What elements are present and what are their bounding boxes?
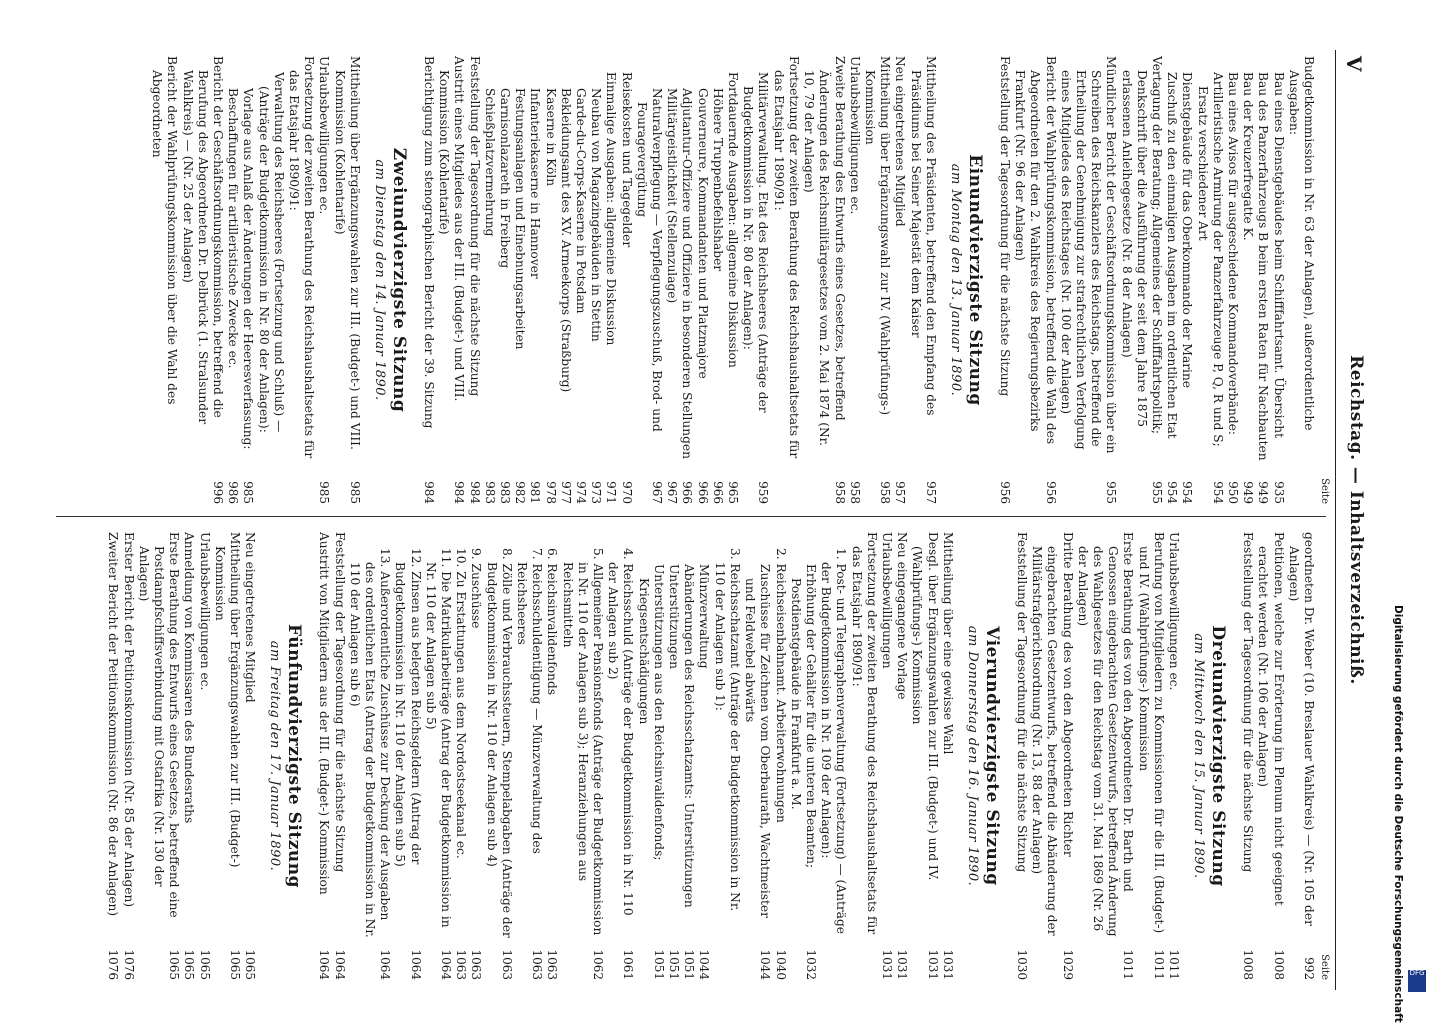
toc-entry-text: Bericht der Wahlprüfungskommission über die Wahl des Abgeordneten xyxy=(150,56,180,405)
toc-page-number: 983 xyxy=(482,481,497,504)
toc-entry-text: Fortdauernde Ausgaben: allgemeine Diskussion xyxy=(726,72,741,368)
toc-page-number: 1008 xyxy=(1241,949,1256,980)
toc-page-number: 949 xyxy=(1241,481,1256,504)
toc-page-number: 981 xyxy=(528,481,543,504)
toc-entry xyxy=(634,56,664,504)
toc-entry-text: Neu eingetretenes Mitglied xyxy=(893,56,908,227)
toc-entry xyxy=(1014,532,1029,980)
toc-page-number: 955 xyxy=(1104,481,1119,504)
toc-entry-text: Bau des Panzerfahrzeugs B beim ersten Raten für Nachbauten xyxy=(1256,72,1271,461)
toc-entry-text: Feststellung der Tagesordnung für die nächste Sitzung xyxy=(997,56,1012,397)
toc-entry-text: Neu eingegangene Vorlage xyxy=(895,532,910,700)
toc-entry-text: Urlaubsbewilligungen ec. xyxy=(847,56,862,215)
toc-entry xyxy=(788,532,818,980)
toc-entry xyxy=(120,532,135,980)
toc-entry-text: Neu eingetretenes Mitglied xyxy=(243,532,258,703)
page-title: Reichstag. — Inhaltsverzeichniß. xyxy=(1346,355,1366,685)
toc-entry xyxy=(240,56,255,504)
toc-entry xyxy=(181,532,196,980)
toc-page-number: 985 xyxy=(241,481,256,504)
toc-page-number: 970 xyxy=(619,481,634,504)
toc-page-number: 959 xyxy=(756,481,771,504)
toc-entry-text: Erste Berathung des Entwurfs eines Gesetzes, betreffend eine Postdampfschiffsverbindung mit Ostafrika (Nr. 130 der Anlagen) xyxy=(136,532,182,918)
toc-entry-text: Zweite Berathung des Entwurfs eines Gesetzes, betreffend Änderungen des Reichsmilitärgesetzes vom 2. Mai 1874 (Nr. 10, 79 der Anlagen) xyxy=(802,56,847,447)
toc-entry-text: Fortsetzung der zweiten Berathung des Reichshaushaltsetats für das Etatsjahr 1890/91: xyxy=(849,532,879,935)
toc-entry xyxy=(635,532,665,980)
toc-entry-text: Dienstgebäude für das Oberkommando der Marine xyxy=(1180,72,1195,389)
toc-page-number: 1076 xyxy=(121,949,136,980)
toc-entry xyxy=(818,532,848,980)
session-heading: Einundvierzigste Sitzung xyxy=(964,154,985,406)
toc-entry xyxy=(1179,56,1194,504)
toc-entry xyxy=(603,56,618,504)
toc-entry-text: Erste Berathung des von den Abgeordneten Dr. Barth und Genossen eingebrachten Gesetzentwurfs, betreffend Änderung des Wahlgesetzes für den Reichstag vom 31. Mai 1869 (Nr. 26 der Anlagen) xyxy=(1075,532,1136,937)
toc-page-number: 957 xyxy=(893,481,908,504)
toc-entry-text: Petitionen, welche zur Erörterung im Plenum nicht geeignet erachtet werden (Nr. 106 der Anlagen) xyxy=(1256,532,1286,906)
toc-entry-text: Einmalige Ausgaben: allgemeine Diskussion xyxy=(604,72,619,346)
toc-entry-text: 10. Zu Erstattungen aus dem Nordostseekanal ec. xyxy=(454,548,469,859)
session-date: am Donnerstag den 16. Januar 1890. xyxy=(964,625,980,887)
toc-entry xyxy=(847,56,862,504)
toc-entry xyxy=(242,532,257,980)
toc-entry xyxy=(862,56,892,504)
toc-entry-text: Bericht der Geschäftsordnungskommission, betreffend die Berufung des Abgeordneten Dr. Delbrück (1. Stralsunder Wahlkreis) — (Nr. 25 der Anlagen) xyxy=(180,56,225,425)
toc-entry xyxy=(618,56,633,504)
session-date: am Mittwoch den 15. Januar 1890. xyxy=(1190,633,1206,879)
toc-page-number: 1064 xyxy=(332,949,347,980)
toc-page-number: 1044 xyxy=(758,949,773,980)
toc-page-number: 977 xyxy=(558,481,573,504)
toc-entry-text: Mittheilung über Ergänzungswahlen zur III. (Budget-) Kommission xyxy=(212,532,243,868)
toc-entry-text: Bekleidungsamt des XV. Armeekorps (Straßburg) xyxy=(558,88,573,393)
toc-page-number: 1062 xyxy=(591,949,606,980)
toc-page-number: 978 xyxy=(543,481,558,504)
toc-entry xyxy=(892,56,907,504)
toc-page-number: 985 xyxy=(347,481,362,504)
toc-entry-text: Festungsanlagen und Einebnungsarbeiten xyxy=(513,88,528,350)
toc-entry-text: Erhöhung der Gehälter für die unteren Beamten; Postdienstgebäude in Frankfurt a. M. xyxy=(788,564,818,869)
toc-entry-text: Vertagung der Beratung; Allgemeines der Schifffahrtspolitik; Denkschrift über die Ausführung der seit dem Jahre 1875 erlassenen Anleihegesetze (Nr. 8 der Anlagen) xyxy=(1119,56,1164,435)
toc-entry-text: Erster Bericht der Petitionskommission (Nr. 85 der Anlagen) xyxy=(121,532,136,908)
toc-page-number: 1029 xyxy=(1060,949,1075,980)
toc-entry xyxy=(679,56,694,504)
toc-entry xyxy=(696,532,711,980)
toc-entry-text: Mittheilung über Ergänzungswahl zur IV. (Wahlprüfungs-) Kommission xyxy=(862,56,893,416)
toc-page-number: 973 xyxy=(589,481,604,504)
toc-entry xyxy=(421,56,436,504)
toc-page-number: 985 xyxy=(317,481,332,504)
toc-page-number: 955 xyxy=(1149,481,1164,504)
toc-entry-text: Garde-du-Corps-Kaserne in Potsdam xyxy=(574,88,589,314)
toc-page-number: 1064 xyxy=(408,949,423,980)
toc-entry-text: Unterstützungen aus den Reichsinvalidenfonds; Kriegsentschädigungen xyxy=(636,564,666,861)
toc-page-number: 949 xyxy=(1256,481,1271,504)
toc-page-number: 984 xyxy=(422,481,437,504)
toc-entry xyxy=(771,56,801,504)
toc-entry xyxy=(1270,56,1285,504)
toc-entry-text: 9. Zuschüsse xyxy=(469,548,484,629)
toc-entry-text: Anmeldung von Kommissaren des Bundesraths xyxy=(182,532,197,824)
toc-entry xyxy=(1118,56,1164,504)
toc-entry xyxy=(331,56,361,504)
toc-entry xyxy=(1029,532,1075,980)
toc-entry-text: Höhere Truppenbefehlshaber xyxy=(710,88,725,272)
page-header xyxy=(1335,50,1370,990)
toc-entry xyxy=(316,532,331,980)
session-heading: Vierundvierzigste Sitzung xyxy=(981,626,1002,886)
toc-page-number: 1011 xyxy=(1121,949,1136,980)
toc-page-number: 957 xyxy=(923,481,938,504)
toc-page-number: 986 xyxy=(226,481,241,504)
session-heading: Zweiundvierzigste Sitzung xyxy=(388,147,409,413)
toc-entry xyxy=(681,532,696,980)
toc-entry-text: Dritte Berathung des von den Abgeordneten Richter eingebrachten Gesetzentwurfs, betreffend die Abänderung der Militärstrafgerichtsordnung (Nr. 13, 88 der Anlagen) xyxy=(1030,532,1075,936)
toc-entry xyxy=(605,532,635,980)
toc-entry-text: Feststellung der Tagesordnung für die nächste Sitzung xyxy=(1014,532,1029,873)
toc-entry xyxy=(909,532,939,980)
toc-page-number: 1061 xyxy=(621,949,636,980)
toc-entry-text: 12. Zinsen aus belegten Reichsgeldern (Antrag der Budgetkommission in Nr. 110 der Anlagen sub 5) xyxy=(393,548,423,867)
toc-entry xyxy=(694,56,709,504)
toc-entry-text: Feststellung der Tagesordnung für die nächste Sitzung xyxy=(332,532,347,873)
toc-entry-text: Feststellung der Tagesordnung für die nächste Sitzung xyxy=(467,56,482,397)
toc-page-number: 1011 xyxy=(1151,949,1166,980)
toc-entry-text: geordneten Dr. Weber (10. Breslauer Wahlkreis) — (Nr. 105 der Anlagen) xyxy=(1286,532,1316,926)
toc-page-number: 956 xyxy=(997,481,1012,504)
toc-entry xyxy=(907,56,937,504)
toc-page-number: 958 xyxy=(832,481,847,504)
toc-entry xyxy=(742,532,772,980)
toc-page-number: 1063 xyxy=(469,949,484,980)
toc-page-number: 954 xyxy=(1180,481,1195,504)
toc-entry-text: Mittheilung des Präsidenten, betreffend den Empfang des Präsidiums bei Seiner Majestät dem Kaiser xyxy=(908,56,938,416)
toc-entry xyxy=(1286,56,1316,504)
toc-page-number: 950 xyxy=(1225,481,1240,504)
toc-entry xyxy=(1255,532,1285,980)
toc-entry-text: Artilleristische Armirung der Panzerfahrzeuge P, Q, R und S; Ersatz verschiedener Art xyxy=(1195,72,1225,447)
toc-entry xyxy=(436,56,466,504)
toc-page-number: 1063 xyxy=(454,949,469,980)
toc-entry xyxy=(347,532,393,980)
toc-entry-text: 7. Reichsschuldentilgung — Münzverwaltung des Reichsheeres xyxy=(515,548,545,854)
toc-entry xyxy=(255,56,285,504)
toc-entry xyxy=(848,532,878,980)
toc-page-number: 1032 xyxy=(803,949,818,980)
toc-entry-text: Beschaffungen für artilleristische Zwecke ec. xyxy=(226,88,241,369)
toc-page-number: 1051 xyxy=(651,949,666,980)
toc-entry-text: Bau der Kreuzerfregatte K. xyxy=(1241,72,1256,241)
toc-entry xyxy=(725,56,740,504)
session-date: am Montag den 13. Januar 1890. xyxy=(947,163,963,397)
toc-page-number: 983 xyxy=(498,481,513,504)
toc-entry-text: Infanteriekaserne in Hannover xyxy=(528,88,543,279)
toc-entry-text: Bau eines Dienstgebäudes beim Schifffahrtsamt. Übersicht xyxy=(1271,72,1286,439)
toc-entry-text: Austritt eines Mitgliedes aus der III. (Budget-) und VIII. Kommission (Kohlentarife) xyxy=(437,56,467,402)
toc-page-number: 966 xyxy=(680,481,695,504)
toc-entry xyxy=(710,56,725,504)
toc-entry xyxy=(559,532,605,980)
left-column xyxy=(40,532,1330,980)
toc-entry xyxy=(558,56,573,504)
toc-entry xyxy=(666,532,681,980)
toc-entry xyxy=(573,56,588,504)
toc-entry xyxy=(179,56,225,504)
toc-entry xyxy=(1194,56,1224,504)
seite-label: Seite xyxy=(1319,954,1330,980)
toc-entry-text: Adjutantur-Offiziere und Offiziere in besonderen Stellungen xyxy=(680,88,695,459)
toc-entry xyxy=(468,532,483,980)
toc-entry xyxy=(1240,56,1255,504)
right-column xyxy=(40,56,1330,504)
toc-entry xyxy=(286,56,316,504)
toc-entry xyxy=(105,532,120,980)
toc-entry xyxy=(527,56,542,504)
toc-entry xyxy=(149,56,179,504)
toc-entry xyxy=(392,532,422,980)
toc-entry-text: 2. Reichseisenbahnamt. Arbeiterwohnungen xyxy=(773,548,788,823)
toc-entry-text: Militärgeistlichkeit (Stellenzulage) xyxy=(665,88,680,304)
toc-page-number: 965 xyxy=(726,481,741,504)
toc-entry-text: 11. Die Matrikularbeiträge (Antrag der Budgetkommission in Nr. 110 der Anlagen sub 5) xyxy=(423,548,454,928)
toc-entry xyxy=(1075,532,1136,980)
toc-entry-text: 13. Außerordentliche Zuschüsse zur Deckung der Ausgaben des ordentlichen Etats (Antrag der Budgetkommission in Nr. 110 der Anlagen sub 6) xyxy=(347,548,393,938)
toc-entry xyxy=(1286,532,1316,980)
toc-entry xyxy=(1012,56,1058,504)
toc-entry xyxy=(1058,56,1119,504)
toc-entry xyxy=(514,532,544,980)
toc-entry-text: Zuschuß zu den einmaligen Ausgaben im ordentlichen Etat xyxy=(1165,72,1180,439)
toc-entry-text: Unterstützungen xyxy=(667,564,682,669)
toc-entry-text: Bericht der Wahlprüfungskommission, betreffend die Wahl des Abgeordneten für den 2. Wahlkreis des Regierungsbezirks Frankfurt (Nr. 96 der Anlagen) xyxy=(1013,56,1058,445)
toc-entry xyxy=(331,532,346,980)
toc-entry-text: Münzverwaltung xyxy=(697,564,712,669)
toc-entry-text: Berichtigung zum stenographischen Bericht der 39. Sitzung xyxy=(422,56,437,429)
toc-entry-text: Mittheilung über eine gewisse Wahl xyxy=(940,532,955,755)
rotated-scan-page xyxy=(10,50,1370,990)
toc-entry-text: Schießplatzvermehrung xyxy=(482,88,497,237)
toc-entry xyxy=(1135,532,1165,980)
toc-entry xyxy=(196,532,211,980)
toc-page-number: 1031 xyxy=(925,949,940,980)
toc-entry xyxy=(512,56,527,504)
toc-entry-text: Zweiter Bericht der Petitionskommission (Nr. 86 der Anlagen) xyxy=(106,532,121,917)
toc-page-number: 935 xyxy=(1271,481,1286,504)
toc-entry-text: Urlaubsbewilligungen xyxy=(879,532,894,669)
dfg-credit-note: Digitalisierung gefördert durch die Deutsche Forschungsgemeinschaft xyxy=(1392,605,1404,1023)
toc-page-number: 958 xyxy=(847,481,862,504)
seite-label: Seite xyxy=(1319,478,1330,504)
toc-page-number: 1051 xyxy=(682,949,697,980)
toc-entry xyxy=(136,532,182,980)
toc-entry xyxy=(542,56,557,504)
toc-entry-text: 4. Reichsschuld (Anträge der Budgetkommission in Nr. 110 der Anlagen sub 2) xyxy=(606,548,636,916)
toc-entry xyxy=(483,532,513,980)
toc-entry xyxy=(664,56,679,504)
toc-entry-text: Verwaltung des Reichsheeres (Fortsetzung und Schluß) — (Anträge der Budgetkommission in Nr. 80 der Anlagen): xyxy=(256,72,286,433)
toc-entry xyxy=(466,56,481,504)
toc-entry-text: Austritt von Mitgliedern aus der III. (Budget-) Kommission xyxy=(317,532,332,895)
toc-page-number: 958 xyxy=(878,481,893,504)
toc-page-number: 967 xyxy=(650,481,665,504)
toc-entry-text: 6. Reichsinvalidenfonds xyxy=(545,548,560,696)
toc-entry-text: 5. Allgemeiner Pensionsfonds (Anträge der Budgetkommission in Nr. 110 der Anlagen sub 3); Heranziehungen aus Reichsmitteln xyxy=(560,548,606,936)
toc-entry xyxy=(453,532,468,980)
toc-entry xyxy=(997,56,1012,504)
toc-page-number: 1063 xyxy=(499,949,514,980)
toc-page-number: 984 xyxy=(452,481,467,504)
toc-entry-text: Abänderungen des Reichsschatzamts: Unterstützungen xyxy=(682,564,697,908)
toc-entry-text: Vorlage aus Anlaß der Änderungen der Heeresverfassung: xyxy=(241,88,256,450)
toc-page-number: 1064 xyxy=(439,949,454,980)
toc-page-number: 967 xyxy=(665,481,680,504)
toc-entry xyxy=(1164,56,1179,504)
toc-page-number: 966 xyxy=(710,481,725,504)
toc-entry-text: Kaserne in Köln xyxy=(543,88,558,187)
toc-page-number: 1031 xyxy=(895,949,910,980)
toc-page-number: 1011 xyxy=(1166,949,1181,980)
toc-page-number: 954 xyxy=(1210,481,1225,504)
toc-page-number: 996 xyxy=(211,481,225,504)
toc-entry-text: 8. Zölle und Verbrauchssteuern, Stempelabgaben (Anträge der Budgetkommission in Nr. 110 der Anlagen sub 4) xyxy=(484,548,514,938)
toc-entry-text: 1. Post- und Telegraphenverwaltung (Fortsetzung) — (Anträge der Budgetkommission in Nr. 109 der Anlagen): xyxy=(819,548,849,934)
toc-page-number: 1064 xyxy=(317,949,332,980)
toc-entry xyxy=(423,532,453,980)
toc-page-number: 974 xyxy=(574,481,589,504)
toc-page-number: 1008 xyxy=(1271,949,1286,980)
toc-entry-text: Garnisonlazareth in Freiberg xyxy=(498,88,513,269)
toc-entry-text: Mittheilung über Ergänzungswahlen zur III. (Budget-) und VIII. Kommission (Kohlentarife) xyxy=(332,56,362,450)
toc-entry-text: Naturalverpflegung — Verpflegungszuschuß, Brod- und Fouragevergütung xyxy=(634,88,665,432)
toc-entry xyxy=(879,532,894,980)
toc-entry xyxy=(894,532,909,980)
toc-entry xyxy=(588,56,603,504)
toc-page-number: 1065 xyxy=(182,949,197,980)
toc-entry-text: Desgl. über Ergänzungswahlen zur III. (Budget-) und IV. (Wahlprüfungs-) Kommission xyxy=(910,532,940,881)
toc-page-number: 984 xyxy=(467,481,482,504)
toc-entry xyxy=(544,532,559,980)
session-heading: Fünfundvierzigste Sitzung xyxy=(284,623,305,889)
toc-page-number: 954 xyxy=(1165,481,1180,504)
dfg-logo-icon: DFG xyxy=(1408,970,1426,992)
toc-entry-text: Zuschüsse für Zeichnen vom Oberbaurath, Wachtmeister und Feldwebel abwärts xyxy=(743,564,773,918)
toc-page-number: 1063 xyxy=(545,949,560,980)
toc-entry-text: Neubau von Magazingebäuden in Stettin xyxy=(589,88,604,342)
toc-page-number: 992 xyxy=(1302,957,1316,980)
toc-entry-text: Gouverneure, Kommandanten und Platzmajore xyxy=(695,88,710,379)
toc-page-number: 1030 xyxy=(1014,949,1029,980)
toc-entry xyxy=(772,532,787,980)
toc-page-number: 1065 xyxy=(243,949,258,980)
toc-page-number: 1065 xyxy=(197,949,212,980)
toc-entry-text: Feststellung der Tagesordnung für die nächste Sitzung xyxy=(1241,532,1256,873)
toc-page-number: 1051 xyxy=(667,949,682,980)
toc-entry xyxy=(316,56,331,504)
toc-entry xyxy=(740,56,770,504)
toc-entry xyxy=(497,56,512,504)
toc-entry xyxy=(1240,532,1255,980)
toc-page-number: 1031 xyxy=(879,949,894,980)
toc-entry-text: Bau eines Avisos für ausgeschiedene Kommandoverbände: xyxy=(1225,72,1240,435)
session-heading: Dreiundvierzigste Sitzung xyxy=(1207,625,1228,887)
column-divider xyxy=(56,516,1326,517)
toc-entry xyxy=(801,56,847,504)
toc-entry-text: Fortsetzung der zweiten Berathung des Reichshaushaltsetats für das Etatsjahr 1890/91: xyxy=(287,56,317,459)
toc-page-number: 956 xyxy=(1043,481,1058,504)
toc-entry xyxy=(482,56,497,504)
toc-entry-text: Reisekosten und Tagegelder xyxy=(619,72,634,248)
toc-page-number: 1063 xyxy=(530,949,545,980)
toc-entry-text: Urlaubsbewilligungen ec. xyxy=(197,532,212,691)
toc-page-number: 1064 xyxy=(378,949,393,980)
toc-entry xyxy=(212,532,242,980)
toc-entry xyxy=(712,532,742,980)
toc-entry xyxy=(225,56,240,504)
toc-entry xyxy=(1255,56,1270,504)
toc-entry xyxy=(1166,532,1181,980)
toc-entry-text: Urlaubsbewilligungen ec. xyxy=(1166,532,1181,691)
toc-page-number: 1065 xyxy=(167,949,182,980)
toc-entry-text: Urlaubsbewilligungen ec. xyxy=(317,56,332,215)
toc-entry-text: Budgetkommission in Nr. 63 der Anlagen), außerordentliche Ausgaben: xyxy=(1286,56,1316,431)
toc-page-number: 1044 xyxy=(697,949,712,980)
toc-page-number: 1065 xyxy=(228,949,243,980)
toc-entry-text: Berufung von Mitgliedern zu Kommissionen für die III. (Budget-) und IV. (Wahlprüfungs-) Kommission xyxy=(1136,532,1166,934)
toc-entry xyxy=(940,532,955,980)
toc-page-number: 966 xyxy=(695,481,710,504)
session-date: am Freitag den 17. Januar 1890. xyxy=(267,640,283,872)
toc-entry-text: Mündlicher Bericht der Geschäftsordnungskommission über ein Schreiben des Reichskanzlers des Reichstags, betreffend die Ertheilung der Genehmigung zur strafrechtlichen Verfolgung eines Mitgliedes des Reichstages (Nr. 100 der Anlagen) xyxy=(1058,56,1119,454)
toc-page-number: 971 xyxy=(604,481,619,504)
toc-page-number: 1031 xyxy=(940,949,955,980)
toc-page-number: 1040 xyxy=(773,949,788,980)
toc-entry-text: 3. Reichsschatzamt (Anträge der Budgetkommission in Nr. 110 der Anlagen sub 1): xyxy=(712,548,742,912)
page-number: V xyxy=(1342,56,1366,72)
toc-entry-text: Militärverwaltung. Etat des Reichsheeres (Anträge der Budgetkommission in Nr. 80 der Anlagen): xyxy=(741,72,771,413)
session-date: am Dienstag den 14. Januar 1890. xyxy=(371,159,387,401)
toc-entry xyxy=(1225,56,1240,504)
toc-page-number: 982 xyxy=(513,481,528,504)
toc-page-number: 1076 xyxy=(106,949,121,980)
toc-entry-text: Fortsetzung der zweiten Berathung des Reichshaushaltsetats für das Etatsjahr 1890/91: xyxy=(771,56,801,459)
